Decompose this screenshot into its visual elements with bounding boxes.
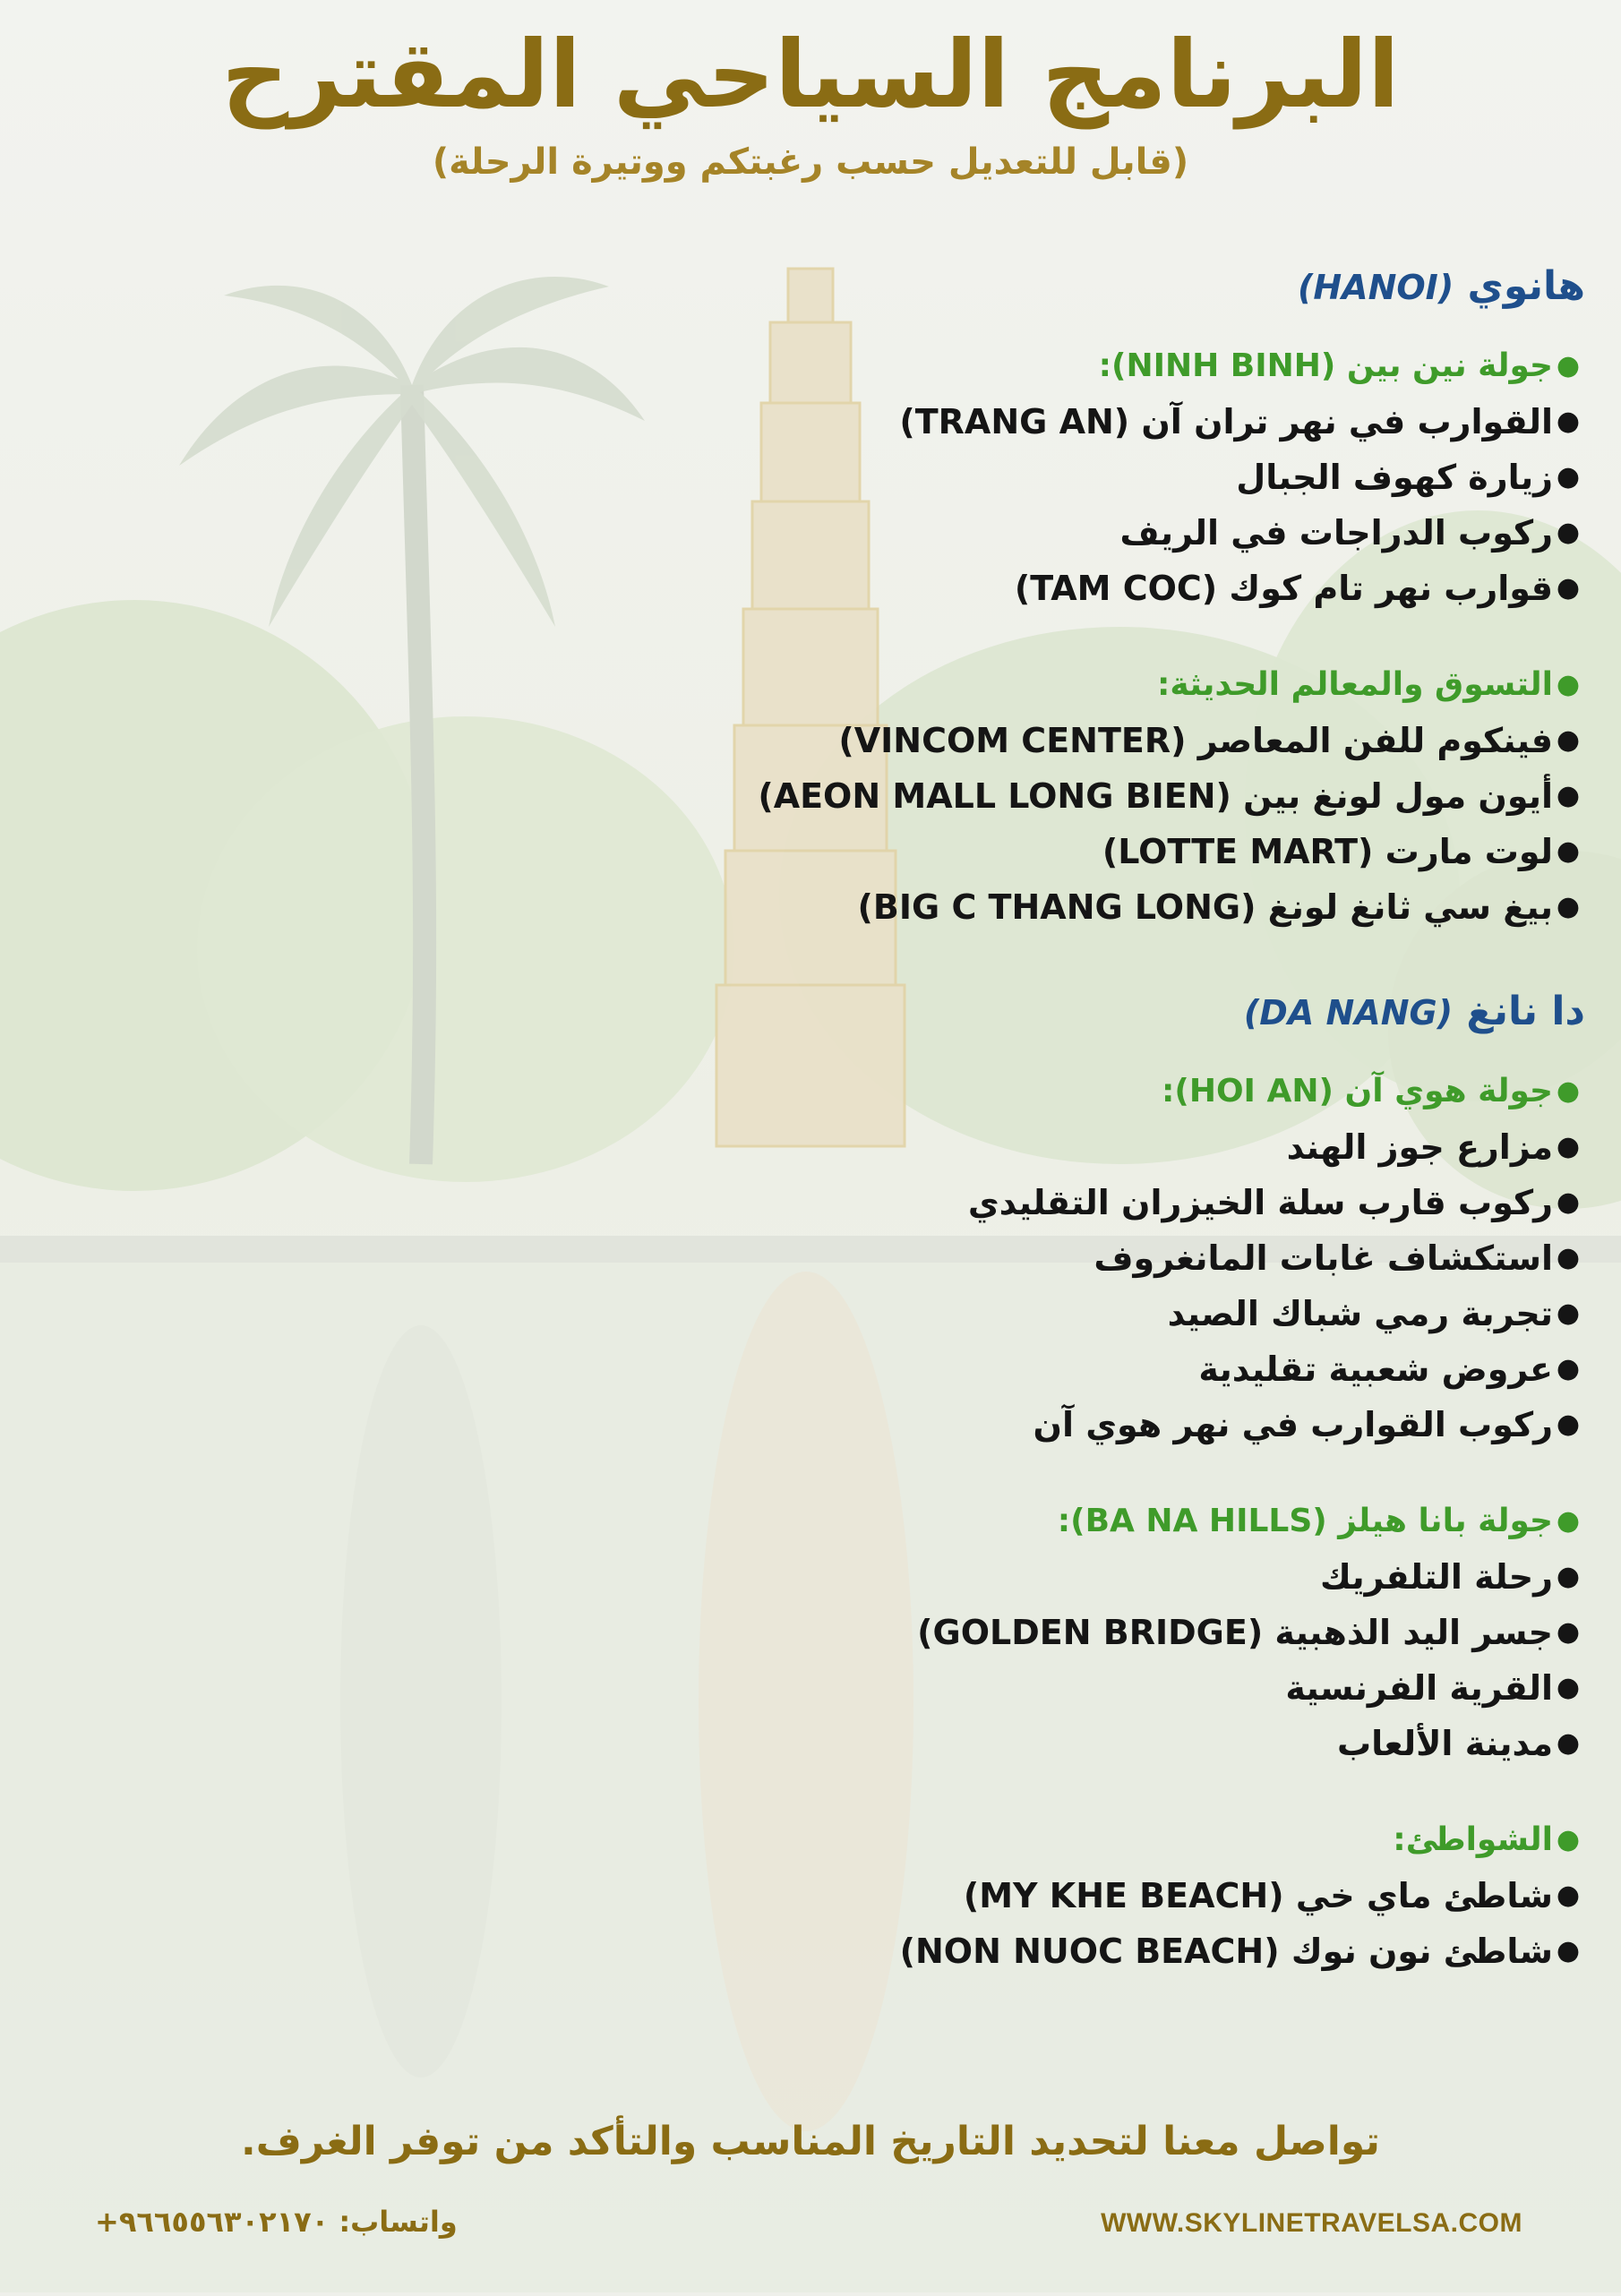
whatsapp-number[interactable]: واتساب: ٩٦٦٥٥٦٣٠٢١٧٠+: [95, 2205, 458, 2239]
bullet-icon: ●: [1556, 1075, 1580, 1107]
bullet-icon: ●: [1556, 406, 1580, 437]
group-title-text: جولة بانا هيلز (BA NA HILLS):: [1057, 1503, 1553, 1539]
list-item-text: القوارب في نهر تران آن (TRANG AN): [899, 402, 1553, 441]
list-item: [510, 1549, 1585, 1605]
list-item: [510, 879, 1585, 935]
bullet-icon: ●: [1556, 350, 1580, 381]
city-name: هانوي: [1467, 263, 1585, 309]
list-item-text: تجربة رمي شباك الصيد: [1167, 1294, 1553, 1333]
bullet-icon: ●: [1556, 1880, 1580, 1911]
group-title: [510, 1812, 1585, 1868]
list-item: [510, 1230, 1585, 1286]
list-item-text: ركوب قارب سلة الخيزران التقليدي: [967, 1183, 1553, 1222]
list-item-text: شاطئ ماي خي (MY KHE BEACH): [963, 1876, 1553, 1915]
list-item-text: القرية الفرنسية: [1285, 1668, 1553, 1708]
group-ba-na-hills: [510, 1494, 1585, 1771]
bullet-icon: ●: [1556, 1242, 1580, 1273]
list-item: [510, 1119, 1585, 1175]
contact-line: تواصل معنا لتحديد التاريخ المناسب والتأكد من توفر الغرف.: [241, 2119, 1380, 2164]
page-subtitle: (قابل للتعديل حسب رغبتكم ووتيرة الرحلة): [432, 141, 1189, 183]
city-heading: [510, 251, 1585, 322]
bullet-icon: ●: [1556, 1353, 1580, 1384]
group-title-text: الشواطئ:: [1393, 1821, 1553, 1858]
list-item: [510, 1175, 1585, 1230]
city-name-en: (HANOI): [1297, 268, 1454, 307]
list-item-text: ركوب القوارب في نهر هوي آن: [1033, 1405, 1553, 1444]
bullet-icon: ●: [1556, 1298, 1580, 1329]
list-item-text: شاطئ نون نوك (NON NUOC BEACH): [899, 1932, 1553, 1971]
list-item-text: مزارع جوز الهند: [1286, 1127, 1553, 1167]
list-item-text: عروض شعبية تقليدية: [1198, 1349, 1553, 1389]
list-item: [510, 1923, 1585, 1979]
list-item: [510, 394, 1585, 450]
list-item-text: استكشاف غابات المانغروف: [1094, 1238, 1553, 1278]
bullet-icon: ●: [1556, 1505, 1580, 1537]
list-item-text: ركوب الدراجات في الريف: [1119, 513, 1553, 553]
group-title: [510, 338, 1585, 394]
list-item: [510, 450, 1585, 505]
group-beaches: [510, 1812, 1585, 1979]
bullet-icon: ●: [1556, 780, 1580, 811]
list-item-text: لوت مارت (LOTTE MART): [1102, 832, 1553, 871]
list-item: [510, 505, 1585, 561]
list-item: [510, 1286, 1585, 1341]
list-item: [510, 1716, 1585, 1771]
bullet-icon: ●: [1556, 1935, 1580, 1966]
group-title-text: جولة نين بين (NINH BINH):: [1098, 347, 1553, 384]
bullet-icon: ●: [1556, 461, 1580, 493]
tour-program: [510, 251, 1585, 2020]
bullet-icon: ●: [1556, 835, 1580, 867]
list-item-text: مدينة الألعاب: [1336, 1724, 1553, 1763]
list-item: [510, 1397, 1585, 1452]
website-link[interactable]: WWW.SKYLINETRAVELSA.COM: [1101, 2208, 1522, 2238]
list-item-text: فينكوم للفن المعاصر (VINCOM CENTER): [838, 721, 1553, 760]
section-hanoi: [510, 251, 1585, 935]
list-item-text: جسر اليد الذهبية (GOLDEN BRIDGE): [917, 1613, 1553, 1652]
section-da-nang: [510, 976, 1585, 1979]
group-title: [510, 1064, 1585, 1119]
list-item: [510, 824, 1585, 879]
list-item: [510, 768, 1585, 824]
group-title-text: جولة هوي آن (HOI AN):: [1161, 1073, 1553, 1109]
group-title: [510, 1494, 1585, 1549]
group-shopping: [510, 657, 1585, 935]
bullet-icon: ●: [1556, 1824, 1580, 1855]
bullet-icon: ●: [1556, 669, 1580, 700]
list-item-text: بيغ سي ثانغ لونغ (BIG C THANG LONG): [857, 887, 1553, 927]
bullet-icon: ●: [1556, 1187, 1580, 1218]
bullet-icon: ●: [1556, 1409, 1580, 1440]
list-item-text: زيارة كهوف الجبال: [1236, 458, 1553, 497]
list-item: [510, 1341, 1585, 1397]
bullet-icon: ●: [1556, 1672, 1580, 1703]
city-name: دا نانغ: [1466, 989, 1585, 1034]
bullet-icon: ●: [1556, 891, 1580, 922]
bullet-icon: ●: [1556, 1616, 1580, 1648]
city-heading: [510, 976, 1585, 1048]
bullet-icon: ●: [1556, 517, 1580, 548]
group-title-text: التسوق والمعالم الحديثة:: [1156, 666, 1553, 703]
list-item: [510, 1660, 1585, 1716]
bullet-icon: ●: [1556, 1727, 1580, 1759]
list-item: [510, 561, 1585, 616]
bullet-icon: ●: [1556, 1561, 1580, 1592]
bullet-icon: ●: [1556, 724, 1580, 756]
list-item-text: رحلة التلفريك: [1319, 1557, 1553, 1597]
list-item: [510, 1605, 1585, 1660]
list-item: [510, 1868, 1585, 1923]
group-ninh-binh: [510, 338, 1585, 616]
group-title: [510, 657, 1585, 713]
page-title: البرنامج السياحي المقترح: [221, 20, 1400, 129]
group-hoi-an: [510, 1064, 1585, 1452]
list-item-text: قوارب نهر تام كوك (TAM COC): [1014, 569, 1553, 608]
list-item-text: أيون مول لونغ بين (AEON MALL LONG BIEN): [758, 776, 1553, 816]
bullet-icon: ●: [1556, 572, 1580, 604]
bullet-icon: ●: [1556, 1131, 1580, 1162]
city-name-en: (DA NANG): [1243, 993, 1454, 1032]
list-item: [510, 713, 1585, 768]
